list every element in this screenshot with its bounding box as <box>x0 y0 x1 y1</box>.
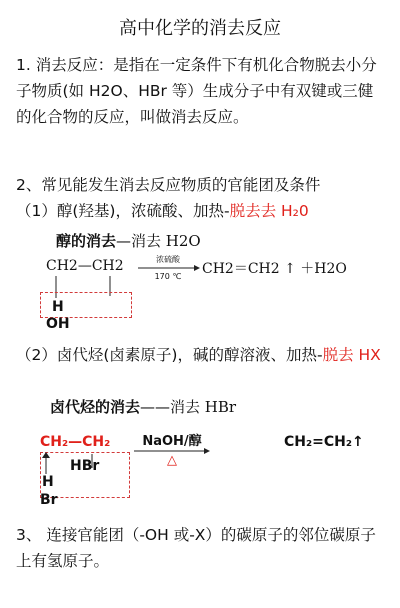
reaction2-caption <box>50 396 236 417</box>
reaction2-arrow-bottom: △ <box>167 453 177 468</box>
reaction1-arrow-bottom: 170 ℃ <box>154 272 182 281</box>
reaction1-product: CH2＝CH2 ↑ ＋H2O <box>202 261 347 277</box>
reaction2-reactant: CH₂—CH₂ <box>40 434 111 450</box>
reaction1-hydrogen: H <box>52 299 64 315</box>
section3-number: 3、 <box>16 526 42 544</box>
section-number: 1. <box>16 56 31 74</box>
reaction2-bromine: Br <box>40 492 58 508</box>
halide-condition <box>16 342 388 368</box>
section2-heading: 2、常见能发生消去反应物质的官能团及条件 <box>16 176 321 194</box>
alcohol-condition-red: 脱去去 H₂0 <box>229 202 309 220</box>
reaction1-caption-bold: 醇的消去 <box>56 232 117 250</box>
halide-condition-text: （2）卤代烃(卤素原子)，碱的醇溶液、加热- <box>16 346 323 364</box>
definition-text: 消去反应：是指在一定条件下有机化合物脱去小分子物质(如 H2O、HBr 等）生成分子中有双键或三健的化合物的反应，叫做消去反应。 <box>16 56 377 126</box>
reaction2-arrow-top: NaOH/醇 <box>142 434 202 449</box>
page-title: 高中化学的消去反应 <box>119 18 281 39</box>
reaction1-arrow-top: 浓硫酸 <box>156 255 180 264</box>
reaction2-product: CH₂=CH₂↑ <box>284 434 364 450</box>
reaction2-caption-bold: 卤代烃的消去 <box>50 398 141 416</box>
reaction1-caption-sep: — <box>116 232 132 250</box>
definition-paragraph <box>16 52 388 130</box>
condition-paragraph <box>16 522 388 574</box>
alcohol-condition-text: （1）醇(羟基)，浓硫酸、加热- <box>16 202 230 220</box>
reaction1-caption <box>56 230 201 251</box>
reaction2-hbr-label: HBr <box>70 458 100 474</box>
reaction1-arrow <box>138 264 200 272</box>
reaction2-hydrogen: H <box>42 474 54 490</box>
alcohol-condition <box>16 198 388 224</box>
reaction1-reactant: CH2—CH2 <box>46 258 124 274</box>
reaction2-caption-sep: —— <box>140 398 171 416</box>
reaction1-hydroxyl: OH <box>46 316 70 332</box>
reaction2-caption-rest: 消去 HBr <box>170 398 237 416</box>
section3-text: 连接官能团（-OH 或-X）的碳原子的邻位碳原子上有氢原子。 <box>16 526 376 570</box>
halide-condition-red: 脱去 HX <box>322 346 381 364</box>
reaction1-caption-rest: 消去 H2O <box>131 232 201 250</box>
